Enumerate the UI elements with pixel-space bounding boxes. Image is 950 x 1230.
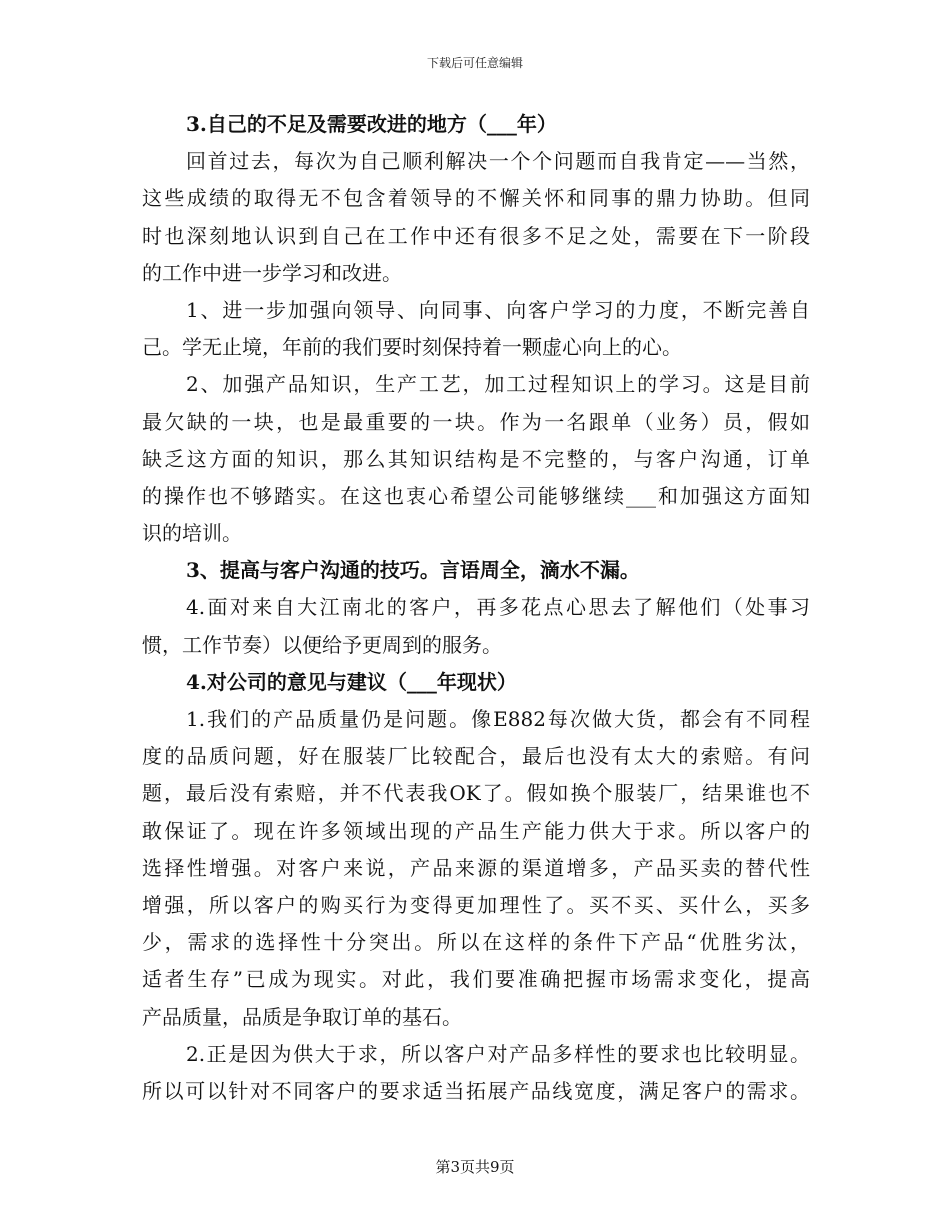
text-line: 4.面对来自大江南北的客户，再多花点心思去了解他们（处事习 [186, 595, 810, 620]
text-line: 缺乏这方面的知识，那么其知识结构是不完整的，与客户沟通，订单 [142, 446, 810, 471]
section-heading: 3、提高与客户沟通的技巧。言语周全，滴水不漏。 [186, 558, 640, 583]
text-line: 己。学无止境，年前的我们要时刻保持着一颗虚心向上的心。 [142, 335, 682, 360]
text-line: 少，需求的选择性十分突出。所以在这样的条件下产品“优胜劣汰， [142, 930, 810, 955]
text-line: 最欠缺的一块，也是最重要的一块。作为一名跟单（业务）员，假如 [142, 409, 810, 434]
text-line: 题，最后没有索赔，并不代表我OK了。假如换个服装厂，结果谁也不 [142, 781, 810, 806]
text-line: 度的品质问题，好在服装厂比较配合，最后也没有太大的索赔。有问 [142, 744, 810, 769]
text-line: 时也深刻地认识到自己在工作中还有很多不足之处，需要在下一阶段 [142, 223, 810, 248]
text-line: 的操作也不够踏实。在这也衷心希望公司能够继续___和加强这方面知 [142, 483, 810, 508]
text-line: 增强，所以客户的购买行为变得更加理性了。买不买、买什么，买多 [142, 892, 810, 917]
text-line: 产品质量，品质是争取订单的基石。 [142, 1004, 462, 1029]
text-line: 1、进一步加强向领导、向同事、向客户学习的力度，不断完善自 [186, 297, 810, 322]
text-line: 2.正是因为供大于求，所以客户对产品多样性的要求也比较明显。 [186, 1041, 810, 1066]
section-heading: 4.对公司的意见与建议（___年现状） [186, 669, 517, 694]
text-line: 这些成绩的取得无不包含着领导的不懈关怀和同事的鼎力协助。但同 [142, 186, 810, 211]
text-line: 识的培训。 [142, 521, 242, 546]
section-heading: 3.自己的不足及需要改进的地方（___年） [186, 112, 557, 136]
text-line: 的工作中进一步学习和改进。 [142, 260, 402, 285]
text-line: 所以可以针对不同客户的要求适当拓展产品线宽度，满足客户的需求。 [142, 1078, 810, 1103]
text-line: 适者生存”已成为现实。对此，我们要准确把握市场需求变化，提高 [142, 967, 810, 992]
text-line: 敢保证了。现在许多领域出现的产品生产能力供大于求。所以客户的 [142, 818, 810, 843]
document-body [142, 106, 810, 1110]
text-line: 2、加强产品知识，生产工艺，加工过程知识上的学习。这是目前 [186, 372, 810, 397]
text-line: 惯，工作节奏）以便给予更周到的服务。 [142, 632, 502, 657]
text-line: 1.我们的产品质量仍是问题。像E882每次做大货，都会有不同程 [186, 707, 810, 731]
text-line: 选择性增强。对客户来说，产品来源的渠道增多，产品买卖的替代性 [142, 855, 810, 880]
page-header: 下载后可任意编辑 [426, 56, 523, 70]
text-line: 回首过去，每次为自己顺利解决一个个问题而自我肯定——当然， [186, 149, 810, 174]
page-footer: 第3页共9页 [435, 1158, 515, 1176]
